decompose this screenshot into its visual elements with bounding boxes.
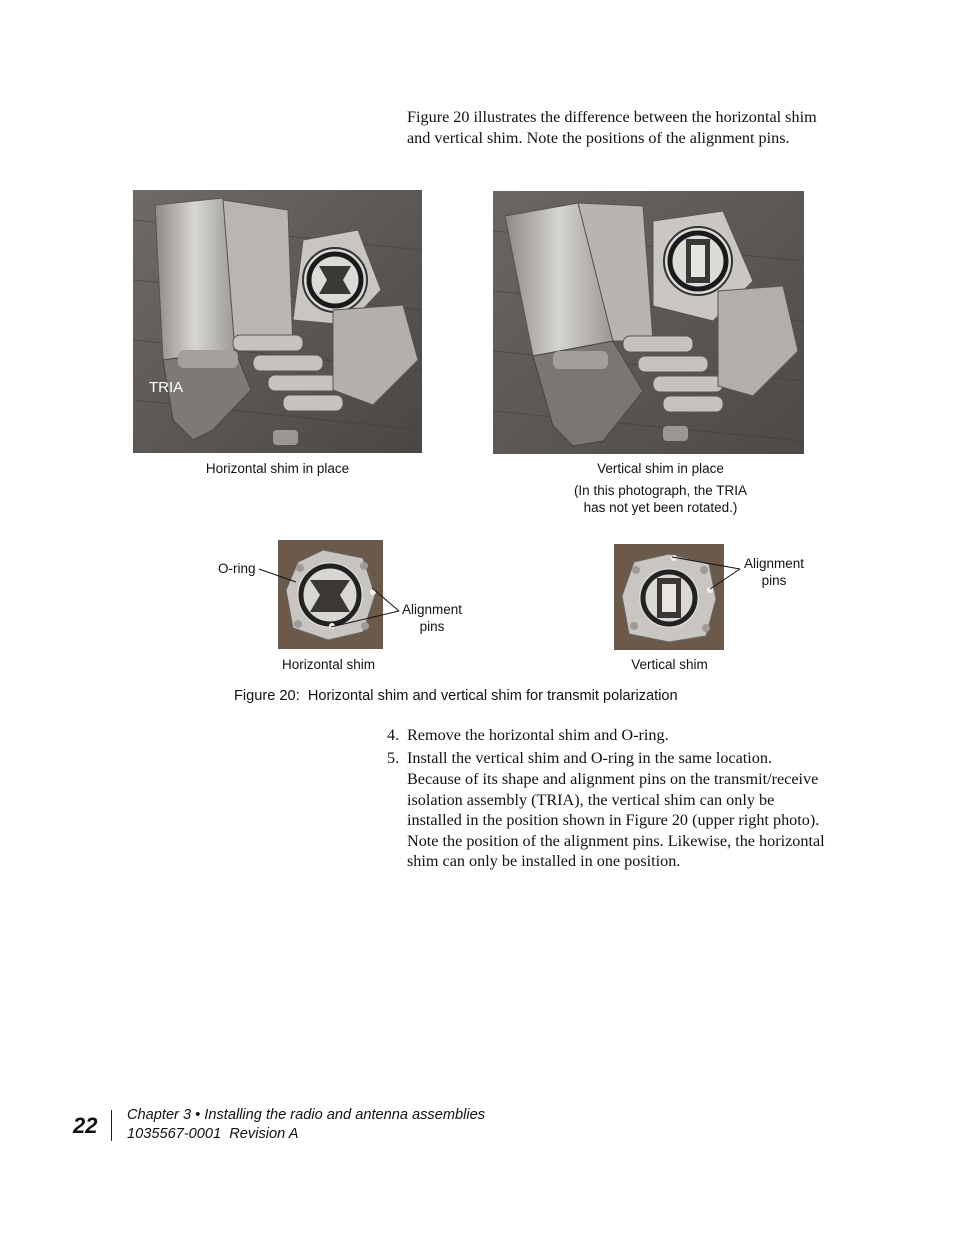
footer-doc-line: 1035567-0001 Revision A bbox=[127, 1126, 299, 1142]
caption-tria-not-rotated-note bbox=[505, 482, 816, 516]
step-text: Install the vertical shim and O-ring in the same location. bbox=[407, 748, 773, 767]
label-line-2: pins bbox=[419, 619, 445, 634]
footer-divider bbox=[111, 1110, 112, 1141]
label-o-ring: O-ring bbox=[218, 561, 256, 576]
step-item bbox=[387, 725, 832, 746]
step-item bbox=[387, 748, 832, 769]
step-number: 4. bbox=[387, 726, 400, 744]
label-line-2: pins bbox=[761, 573, 787, 588]
figure-caption: Figure 20: Horizontal shim and vertical shim for transmit polarization bbox=[234, 688, 678, 704]
horizontal-shim-graphic bbox=[278, 540, 383, 649]
caption-horizontal-shim: Horizontal shim bbox=[281, 657, 376, 672]
steps-list bbox=[387, 725, 832, 768]
step-5-paragraph: Because of its shape and alignment pins on the transmit/receive isolation assembly (TRIA), the vertical shim can only be installed in the position shown in Figure 20 (upper right photo). Note the position of the alignment pins. Likewise, the horizontal shim can only be installed in one position. bbox=[407, 770, 825, 870]
photo-vertical-shim-in-place bbox=[493, 191, 804, 454]
note-line-2: has not yet been rotated.) bbox=[583, 500, 738, 515]
photo-horizontal-shim bbox=[278, 540, 383, 649]
tria-overlay-label: TRIA bbox=[149, 379, 184, 396]
label-alignment-pins-horizontal bbox=[399, 601, 465, 635]
step-number: 5. bbox=[387, 748, 400, 767]
note-line-1: (In this photograph, the TRIA bbox=[573, 483, 748, 498]
tria-horizontal-photo-graphic bbox=[133, 190, 422, 453]
tria-vertical-photo-graphic bbox=[493, 191, 804, 454]
label-line-1: Alignment bbox=[401, 602, 463, 617]
photo-vertical-shim bbox=[614, 544, 724, 650]
caption-vertical-shim-in-place: Vertical shim in place bbox=[597, 461, 724, 476]
footer-chapter-line: Chapter 3 • Installing the radio and antenna assemblies bbox=[127, 1107, 486, 1123]
step-text: Remove the horizontal shim and O-ring. bbox=[407, 726, 669, 744]
label-alignment-pins-vertical bbox=[741, 555, 807, 589]
page-number: 22 bbox=[73, 1113, 98, 1138]
caption-vertical-shim: Vertical shim bbox=[631, 657, 708, 672]
intro-paragraph: Figure 20 illustrates the difference between the horizontal shim and vertical shim. Note the positions of the alignment pins. bbox=[407, 108, 817, 147]
caption-horizontal-shim-in-place: Horizontal shim in place bbox=[205, 461, 350, 476]
photo-horizontal-shim-in-place bbox=[133, 190, 422, 453]
label-line-1: Alignment bbox=[743, 556, 805, 571]
vertical-shim-graphic bbox=[614, 544, 724, 650]
